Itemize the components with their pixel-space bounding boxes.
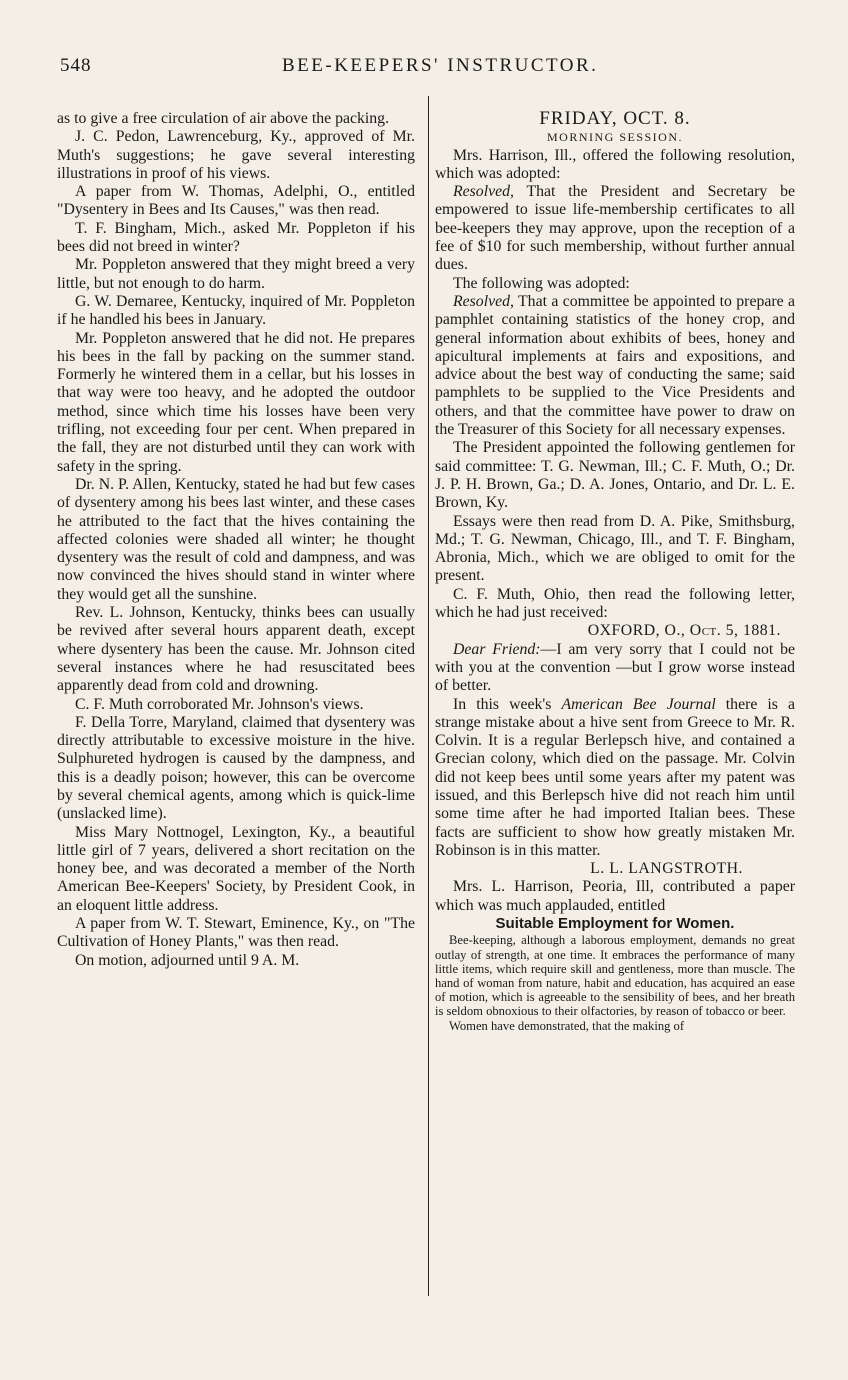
running-title: BEE-KEEPERS' INSTRUCTOR. [282,55,599,76]
journal-name: American Bee Journal [561,695,716,713]
letter-salutation: Dear Friend: [453,640,541,658]
page-header [0,55,848,81]
paragraph: T. F. Bingham, Mich., asked Mr. Poppleton if his bees did not breed in winter? [57,219,415,256]
paragraph: C. F. Muth corroborated Mr. Johnson's views. [75,695,364,713]
paragraph: A paper from W. Thomas, Adelphi, O., entitled "Dysentery in Bees and Its Causes," was then read. [57,183,415,219]
resolution [435,293,795,439]
paragraph: C. F. Muth, Ohio, then read the following letter, which he had just received: [435,585,795,622]
paragraph: On motion, adjourned until 9 A. M. [75,951,300,969]
left-column [57,110,415,970]
paragraph: J. C. Pedon, Lawrenceburg, Ky., approved of Mr. Muth's suggestions; he gave several interesting illustrations in proof of his views. [57,128,415,182]
essay-paragraph: Women have demonstrated, that the making of [449,1018,685,1033]
paragraph: Dr. N. P. Allen, Kentucky, stated he had but few cases of dysentery among his bees last winter, and these cases he attributed to the fact that the hives containing the affected colonies were shaded all winter; he thought dysentery was the result of cold and dampness, and was now convinced the hives should stand in winter where they would get all the sunshine. [57,475,415,603]
day-heading: FRIDAY, OCT. 8. [539,108,691,129]
paragraph: Rev. L. Johnson, Kentucky, thinks bees can usually be revived after several hours apparent death, except where dysentery has been the cause. Mr. Johnson cited several instances where he had resuscitated bees apparently dead from cold and drowning. [57,604,415,695]
essay-title: Suitable Employment for Women. [495,915,735,933]
letter-text: —I am very sorry that I could not be with you at the convention —but I grow worse instead of better. [435,640,796,695]
resolution [435,183,795,274]
essay-body [435,933,795,1032]
letter-text: In this week's [453,695,562,713]
letter-paragraph [435,696,795,861]
paragraph: Mrs. L. Harrison, Peoria, Ill, contributed a paper which was much applauded, entitled [435,878,795,914]
session-heading: MORNING SESSION. [546,130,683,145]
resolution-text: That a committee be appointed to prepare a pamphlet containing statistics of the honey crop, and general information about exhibits of bees, honey and apicultural implements at fairs and expositions, and advice about the best way of conducting the same; said pamphlets to be supplied to the Vice Presidents and others, and that the committee have power to draw on the Treasurer of this Society for all necessary expenses. [435,292,795,439]
letter-dateline: OXFORD, O., Oct. 5, 1881. [587,622,781,640]
resolved-label: Resolved, [453,183,514,201]
paragraph: Essays were then read from D. A. Pike, Smithsburg, Md.; T. G. Newman, Chicago, Ill., and T. F. Bingham, Abronia, Mich., which we are obliged to omit for the present. [435,512,795,585]
paragraph: F. Della Torre, Maryland, claimed that dysentery was directly attributable to excessive moisture in the hive. Sulphureted hydrogen is caused by the dampness, and this is a deadly poison; however, this can be overcome by several chemical agents, among which is quick-lime (unslacked lime). [57,713,415,823]
letter-text: there is a strange mistake about a hive sent from Greece to Mr. R. Colvin. It is a regular Berlepsch hive, and contained a Grecian colony, which died on the passage. Mr. Colvin did not keep bees until some years after my patent was issued, and this Berlepsch hive did not reach him until some time after he had imported Italian bees. These facts are sufficient to show how greatly mistaken Mr. Robinson is in this matter. [435,695,795,859]
paragraph: Mr. Poppleton answered that he did not. He prepares his bees in the fall by packing on the summer stand. Formerly he wintered them in a cellar, but his losses in that way were too heavy, and he adopted the outdoor method, since which time his losses have been very trifling, not exceeding four per cent. When prepared in the fall, they are not disturbed until they can work with safety in the spring. [57,329,415,475]
paragraph: Miss Mary Nottnogel, Lexington, Ky., a beautiful little girl of 7 years, delivered a short recitation on the honey bee, and was decorated a member of the North American Bee-Keepers' Society, by President Cook, in an eloquent little address. [57,823,415,914]
essay-paragraph: Bee-keeping, although a laborous employment, demands no great outlay of strength, at one time. It embraces the performance of many little items, which require skill and gentleness, more than muscle. The hand of woman from nature, habit and education, has acquired an ease of motion, which is agreeable to the sensibility of bees, and her breath is seldom obnoxious to their olfactories, by reason of tobacco or beer. [435,933,795,1019]
paragraph: The President appointed the following gentlemen for said committee: T. G. Newman, Ill.; C. F. Muth, O.; Dr. J. P. H. Brown, Ga.; D. A. Jones, Ontario, and Dr. L. E. Brown, Ky. [435,439,795,512]
column-divider [428,96,429,1296]
resolved-label: Resolved, [453,292,514,310]
letter-signature: L. L. LANGSTROTH. [590,860,743,878]
page-number: 548 [60,55,92,76]
letter-paragraph [435,641,795,696]
paragraph: A paper from W. T. Stewart, Eminence, Ky., on "The Cultivation of Honey Plants," was then read. [57,915,415,951]
paragraph: G. W. Demaree, Kentucky, inquired of Mr. Poppleton if he handled his bees in January. [57,292,415,329]
right-column [435,110,795,1033]
paragraph: Mrs. Harrison, Ill., offered the following resolution, which was adopted: [435,146,795,182]
paragraph: The following was adopted: [453,274,630,292]
paragraph: as to give a free circulation of air above the packing. [57,110,390,127]
resolution-text: That the President and Secretary be empowered to issue life-membership certificates to all bee-keepers they may approve, upon the reception of a fee of $10 for such membership, without further annual dues. [435,183,795,274]
paragraph: Mr. Poppleton answered that they might breed a very little, but not enough to do harm. [57,256,415,292]
